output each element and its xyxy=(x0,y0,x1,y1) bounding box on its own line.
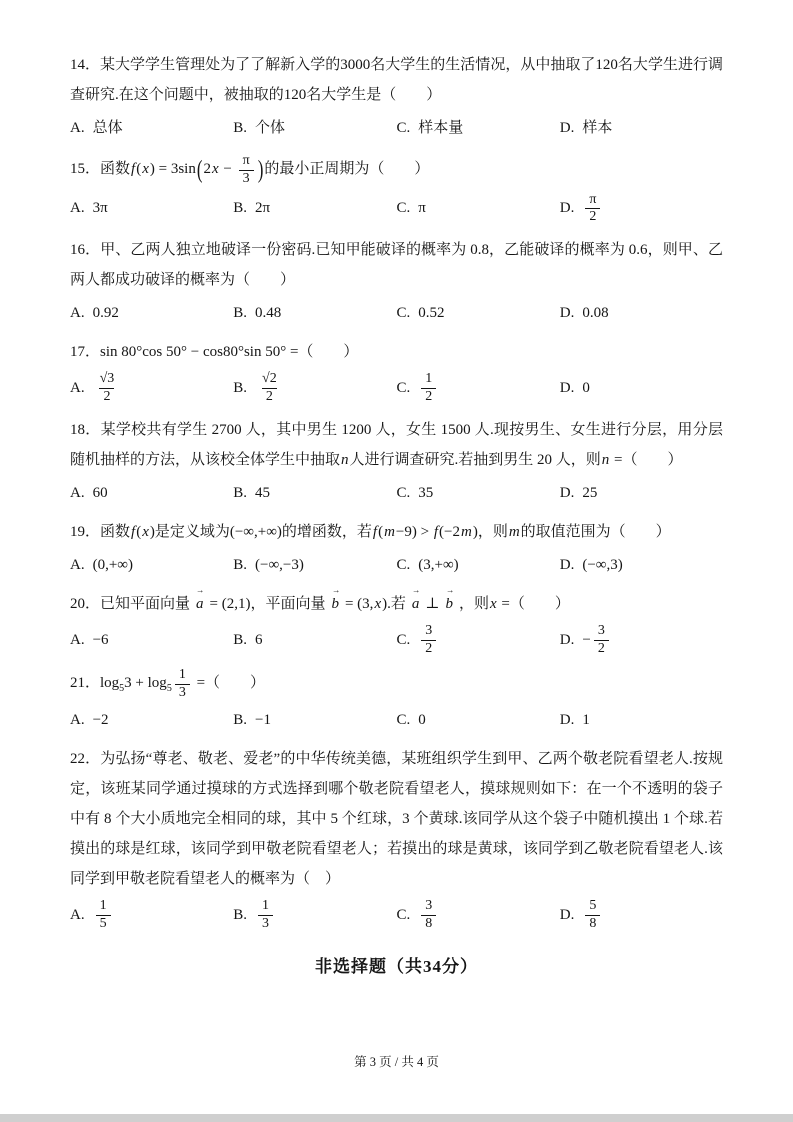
math-var: f xyxy=(433,523,439,540)
question-22-option-B xyxy=(233,897,396,933)
fraction-numerator: π xyxy=(242,153,250,168)
fraction-numerator: 1 xyxy=(262,897,270,913)
option-label: D. xyxy=(559,711,575,728)
vector-b: b → xyxy=(329,589,341,619)
math-var: m xyxy=(508,523,520,540)
option-content: 0.52 xyxy=(418,305,445,322)
fraction-denominator: 8 xyxy=(421,915,436,933)
option-label: A. xyxy=(70,711,85,728)
fraction xyxy=(585,898,600,933)
option-content: 样本 xyxy=(582,120,613,136)
option-content: −1 xyxy=(255,711,271,728)
question-15 xyxy=(70,152,723,226)
option-label: A. xyxy=(70,379,85,396)
fraction xyxy=(585,192,600,227)
option-content xyxy=(418,622,439,658)
option-label: C. xyxy=(396,200,411,217)
question-19 xyxy=(70,517,723,580)
question-22-option-D xyxy=(560,897,723,933)
question-19-option-D xyxy=(560,550,723,580)
option-label: A. xyxy=(70,200,85,217)
option-content: (−∞,−3) xyxy=(255,556,304,573)
question-21-options xyxy=(70,705,723,735)
fraction-numerator: 1 xyxy=(99,897,107,913)
question-21-option-A xyxy=(70,705,233,735)
option-content xyxy=(582,191,603,227)
vector-a: a → xyxy=(194,589,206,619)
big-paren: ( xyxy=(196,154,203,184)
question-22-option-C xyxy=(397,897,560,933)
question-20-option-C xyxy=(397,622,560,658)
option-content: 0.08 xyxy=(582,305,609,322)
question-18-option-A xyxy=(70,478,233,508)
option-content xyxy=(418,897,439,933)
option-label: D. xyxy=(559,631,575,648)
question-14 xyxy=(70,50,723,143)
question-15-option-D xyxy=(560,191,723,227)
question-17 xyxy=(70,337,723,406)
option-label: C. xyxy=(396,556,411,573)
option-label: D. xyxy=(559,120,575,136)
option-content: (−∞,3) xyxy=(582,556,623,573)
big-paren: ) xyxy=(257,154,264,184)
option-label: C. xyxy=(396,379,411,396)
question-21-option-C xyxy=(397,705,560,735)
fraction-denominator: 2 xyxy=(99,388,114,406)
fraction xyxy=(96,898,111,933)
question-17-option-C xyxy=(397,370,560,406)
vector-b: b → xyxy=(443,589,455,619)
question-21-option-B xyxy=(233,705,396,735)
option-label: A. xyxy=(70,305,85,322)
question-14-option-A xyxy=(70,113,233,143)
fraction xyxy=(258,371,281,406)
fraction xyxy=(175,667,190,702)
question-15-option-A xyxy=(70,193,233,223)
fraction xyxy=(258,898,273,933)
option-label: D. xyxy=(559,906,575,923)
math-var: n xyxy=(341,451,349,468)
question-14-option-B xyxy=(233,113,396,143)
fraction xyxy=(421,623,436,658)
page-footer: 第 3 页 / 共 4 页 xyxy=(354,1055,439,1069)
fraction-numerator: 3 xyxy=(597,622,605,638)
math-var: f xyxy=(372,523,378,540)
option-content: 2π xyxy=(255,200,271,217)
question-17-option-B xyxy=(233,370,396,406)
question-16-option-D xyxy=(560,298,723,328)
fraction xyxy=(421,371,436,406)
section-title: 非选择题（共34分） xyxy=(315,956,478,976)
option-label: A. xyxy=(70,484,85,501)
option-label: B. xyxy=(233,484,248,501)
option-content: −2 xyxy=(92,711,109,728)
question-14-option-D xyxy=(560,113,723,143)
question-20-option-B xyxy=(233,625,396,655)
question-20 xyxy=(70,589,723,658)
subscript: 5 xyxy=(119,683,125,695)
fraction-numerator: 3 xyxy=(425,897,433,913)
question-17-option-D xyxy=(560,373,723,403)
option-content xyxy=(582,897,603,933)
fraction-denominator: 2 xyxy=(594,640,609,658)
option-label: D. xyxy=(559,200,575,217)
question-19-option-A xyxy=(70,550,233,580)
fraction xyxy=(96,371,119,406)
option-content: 总体 xyxy=(92,120,123,136)
question-15-options xyxy=(70,191,723,227)
option-label: B. xyxy=(233,711,248,728)
question-20-option-D xyxy=(560,622,723,658)
option-label: B. xyxy=(233,556,248,573)
question-19-option-C xyxy=(397,550,560,580)
question-18-stem: 18．某学校共有学生 2700 人，其中男生 1200 人，女生 1500 人.现按男生、女生进行分层，用分层随机抽样的方法，从该校全体学生中抽取n人进行调查研究.若抽到男生 20 人，则n =（ ） xyxy=(70,421,723,468)
option-label: C. xyxy=(396,631,411,648)
option-content: 45 xyxy=(255,484,271,501)
option-content: 个体 xyxy=(255,120,286,136)
option-content: 1 xyxy=(582,711,590,728)
option-label: C. xyxy=(396,906,411,923)
option-content: 35 xyxy=(418,484,434,501)
question-20-stem: 20．已知平面向量 a → = (2,1)，平面向量 b → = (3,x).若 a → ⊥ b → ，则x =（ ） xyxy=(70,589,723,619)
option-label: A. xyxy=(70,631,85,648)
option-content: 6 xyxy=(255,631,263,648)
fraction-denominator: 2 xyxy=(585,208,600,226)
math-var: f xyxy=(131,161,136,178)
question-18-option-C xyxy=(397,478,560,508)
math-var: x xyxy=(212,161,219,178)
option-content: − $\frac{3}{2}$ xyxy=(582,622,611,658)
question-20-options xyxy=(70,622,723,658)
question-18-options xyxy=(70,478,723,508)
option-label: B. xyxy=(233,120,248,136)
question-14-option-C xyxy=(397,113,560,143)
fraction-denominator: 3 xyxy=(239,170,254,188)
fraction-numerator: √3 xyxy=(99,371,115,387)
question-16-options xyxy=(70,298,723,328)
fraction-numerator: 5 xyxy=(589,897,597,913)
question-22-options xyxy=(70,897,723,933)
fraction-denominator: 8 xyxy=(585,915,600,933)
math-var: m xyxy=(460,523,472,540)
fraction xyxy=(239,153,254,188)
vector-a: a → xyxy=(410,589,422,619)
option-content: 样本量 xyxy=(418,120,464,136)
fraction-numerator: √2 xyxy=(262,371,277,387)
option-content: 25 xyxy=(582,484,598,501)
option-content: 0.92 xyxy=(92,305,119,322)
question-18-option-B xyxy=(233,478,396,508)
math-var: x xyxy=(142,523,149,540)
question-17-stem: 17．sin 80°cos 50° − cos80°sin 50° =（ ） xyxy=(70,344,359,361)
math-var: x xyxy=(142,161,149,178)
option-label: A. xyxy=(70,906,85,923)
option-label: C. xyxy=(396,120,411,136)
fraction-denominator: 5 xyxy=(96,915,111,933)
question-19-stem: 19．函数f(x)是定义域为(−∞,+∞)的增函数，若f(m−9) > f(−2m)，则m的取值范围为（ ） xyxy=(70,523,671,540)
question-14-options xyxy=(70,113,723,143)
question-22-option-A xyxy=(70,897,233,933)
question-15-option-B xyxy=(233,193,396,223)
question-15-option-C xyxy=(397,193,560,223)
option-content: 0.48 xyxy=(255,305,282,322)
option-content xyxy=(93,897,114,933)
option-content: (3,+∞) xyxy=(418,556,459,573)
option-label: D. xyxy=(559,556,575,573)
question-16 xyxy=(70,235,723,328)
question-15-stem: 15．函数f(x) = 3sin(2x − $\frac{\pi}{3}$ )的最小正周期为（ ） xyxy=(70,152,723,188)
fraction-numerator: 1 xyxy=(178,667,186,683)
question-18 xyxy=(70,415,723,508)
option-label: D. xyxy=(559,379,575,396)
question-21-stem: 21．$\log_53 + \log_5$ $\frac{1}{3}$ =（ ） xyxy=(70,667,266,701)
fraction-denominator: 3 xyxy=(175,684,190,702)
option-label: D. xyxy=(559,305,575,322)
fraction-numerator: 1 xyxy=(425,371,433,387)
fraction-numerator: π xyxy=(589,191,597,207)
option-label: D. xyxy=(559,484,575,501)
option-label: B. xyxy=(233,631,248,648)
option-content: −6 xyxy=(92,631,109,648)
fraction xyxy=(594,623,609,658)
option-content: 0 xyxy=(418,711,426,728)
option-label: C. xyxy=(396,305,411,322)
question-18-option-D xyxy=(560,478,723,508)
question-21 xyxy=(70,666,723,735)
question-22-stem: 22．为弘扬“尊老、敬老、爱老”的中华传统美德，某班组织学生到甲、乙两个敬老院看望老人.按规定，该班某同学通过摸球的方式选择到哪个敬老院看望老人，摸球规则如下：在一个不透明的袋子中有 8 个大小质地完全相同的球，其中 5 个红球，3 个黄球.该同学从这个袋子中随机摸出 1 个球.若摸出的球是红球，该同学到甲敬老院看望老人；若摸出的球是黄球，该同学到乙敬老院看望老人.该同学到甲敬老院看望老人的概率为（ ） xyxy=(70,750,723,887)
option-content xyxy=(93,370,122,406)
option-label: C. xyxy=(396,484,411,501)
math-var: n xyxy=(601,451,610,468)
fraction xyxy=(421,898,436,933)
option-content xyxy=(255,897,276,933)
question-16-option-B xyxy=(233,298,396,328)
option-label: B. xyxy=(233,200,248,217)
option-content xyxy=(255,370,284,406)
question-16-option-C xyxy=(397,298,560,328)
questions-list xyxy=(70,50,723,942)
option-label: A. xyxy=(70,120,85,136)
option-content: 60 xyxy=(92,484,108,501)
question-22 xyxy=(70,744,723,933)
fraction-numerator: 3 xyxy=(425,622,433,638)
math-var: x xyxy=(374,595,382,612)
question-17-options xyxy=(70,370,723,406)
option-label: A. xyxy=(70,556,85,573)
option-label: B. xyxy=(233,906,248,923)
math-var: m xyxy=(384,523,395,540)
fraction-denominator: 2 xyxy=(262,388,277,406)
option-content: π xyxy=(418,200,426,217)
question-21-option-D xyxy=(560,705,723,735)
question-16-stem: 16．甲、乙两人独立地破译一份密码.已知甲能破译的概率为 0.8，乙能破译的概率为 0.6，则甲、乙两人都成功破译的概率为（ ） xyxy=(70,242,723,289)
option-content xyxy=(418,370,439,406)
math-var: x xyxy=(489,595,497,612)
question-17-option-A xyxy=(70,370,233,406)
question-19-options xyxy=(70,550,723,580)
question-16-option-A xyxy=(70,298,233,328)
fraction-denominator: 3 xyxy=(258,915,273,933)
option-label: C. xyxy=(396,711,411,728)
question-20-option-A xyxy=(70,625,233,655)
math-var: f xyxy=(131,523,136,540)
option-content: 0 xyxy=(582,379,590,396)
option-content: 3π xyxy=(92,200,108,217)
option-label: B. xyxy=(233,305,248,322)
question-14-stem: 14．某大学学生管理处为了了解新入学的3000名大学生的生活情况，从中抽取了120名大学生进行调查研究.在这个问题中，被抽取的120名大学生是（ ） xyxy=(70,57,723,103)
subscript: 5 xyxy=(166,683,172,695)
option-content: (0,+∞) xyxy=(92,556,133,573)
question-19-option-B xyxy=(233,550,396,580)
option-label: B. xyxy=(233,379,248,396)
fraction-denominator: 2 xyxy=(421,640,436,658)
fraction-denominator: 2 xyxy=(421,388,436,406)
page-bottom-edge xyxy=(0,1114,793,1122)
